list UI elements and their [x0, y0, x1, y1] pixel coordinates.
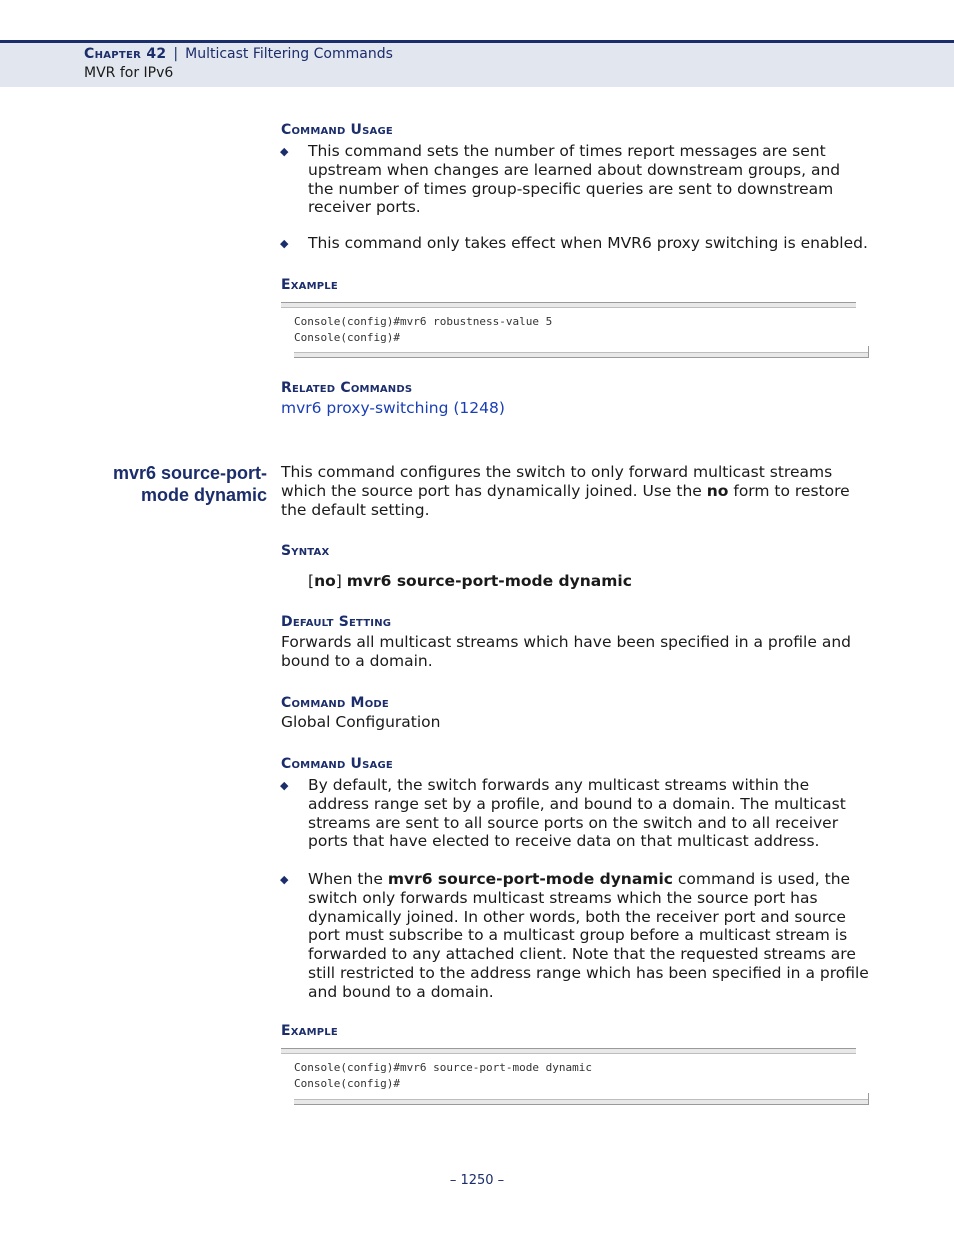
- code-text: Console(config)#mvr6 robustness-value 5 Console(config)#: [294, 315, 553, 344]
- bullet-icon: ◆: [280, 145, 289, 158]
- code-bottom-rule: [294, 1099, 869, 1105]
- section-subtitle: MVR for IPv6: [84, 65, 174, 81]
- usage-text: When the: [308, 870, 388, 888]
- syntax-line: [308, 572, 632, 590]
- description-text-end: form to restore the default setting.: [281, 482, 850, 519]
- description-text: This command configures the switch to only forward multicast streams which the source port has dynamically joined. Use the: [281, 463, 833, 500]
- example-heading-1: Example: [281, 277, 338, 293]
- usage-item-2-1: By default, the switch forwards any multicast streams within the address range set by a profile, and bound to a domain. The multicast streams are sent to all source ports on the switch and to all receiver ports that have elected to receive data on that multicast address.: [308, 776, 846, 851]
- command-usage-heading-1: Command Usage: [281, 122, 393, 138]
- example-heading-2: Example: [281, 1023, 338, 1039]
- related-commands-heading: Related Commands: [281, 380, 413, 396]
- bullet-icon: ◆: [280, 237, 289, 250]
- header-separator: |: [173, 46, 179, 62]
- related-command-link[interactable]: mvr6 proxy-switching (1248): [281, 399, 505, 417]
- chapter-title: Multicast Filtering Commands: [185, 46, 393, 62]
- page-number: – 1250 –: [449, 1173, 505, 1188]
- default-setting-text: Forwards all multicast streams which have been specified in a profile and bound to a domain.: [281, 633, 851, 670]
- code-text: Console(config)#mvr6 source-port-mode dynamic Console(config)#: [294, 1061, 593, 1090]
- syntax-no: no: [314, 572, 336, 590]
- usage-item-1-2: This command only takes effect when MVR6 proxy switching is enabled.: [308, 234, 868, 252]
- code-bottom-rule: [294, 352, 869, 358]
- code-example-1: [281, 302, 869, 358]
- syntax-bracket-open: [: [308, 572, 315, 590]
- usage-item-1-1: This command sets the number of times report messages are sent upstream when changes are learned about downstream groups, and the number of times group-specific queries are sent to downstream receiver ports.: [308, 142, 841, 217]
- running-header: [84, 46, 393, 62]
- usage-item-2-2: [308, 870, 870, 1002]
- command-usage-heading-2: Command Usage: [281, 756, 393, 772]
- bullet-icon: ◆: [280, 779, 289, 792]
- syntax-bracket-close: ]: [335, 572, 347, 590]
- command-mode-heading: Command Mode: [281, 695, 389, 711]
- command-title-line2: mode dynamic: [140, 485, 267, 505]
- command-mode-text: Global Configuration: [281, 713, 441, 731]
- usage-text-end: command is used, the switch only forwards multicast streams which the source port has dynamically joined. In other words, both the receiver port and source port must subscribe to a multicast group before a multicast stream is forwarded to any attached client. Note that the requested streams are still restricted to the address range which has been specified in a profile and bound to a domain.: [308, 870, 869, 1001]
- command-title: [67, 462, 267, 506]
- bullet-icon: ◆: [280, 873, 289, 886]
- usage-bold-command: mvr6 source-port-mode dynamic: [387, 870, 673, 888]
- syntax-heading: Syntax: [281, 543, 330, 559]
- chapter-label: Chapter 42: [84, 46, 167, 62]
- command-title-line1: mvr6 source-port-: [112, 463, 267, 483]
- syntax-command: mvr6 source-port-mode dynamic: [346, 572, 632, 590]
- code-example-2: [281, 1048, 869, 1105]
- default-setting-heading: Default Setting: [281, 614, 392, 630]
- command-description: [281, 463, 871, 520]
- description-bold: no: [706, 482, 729, 500]
